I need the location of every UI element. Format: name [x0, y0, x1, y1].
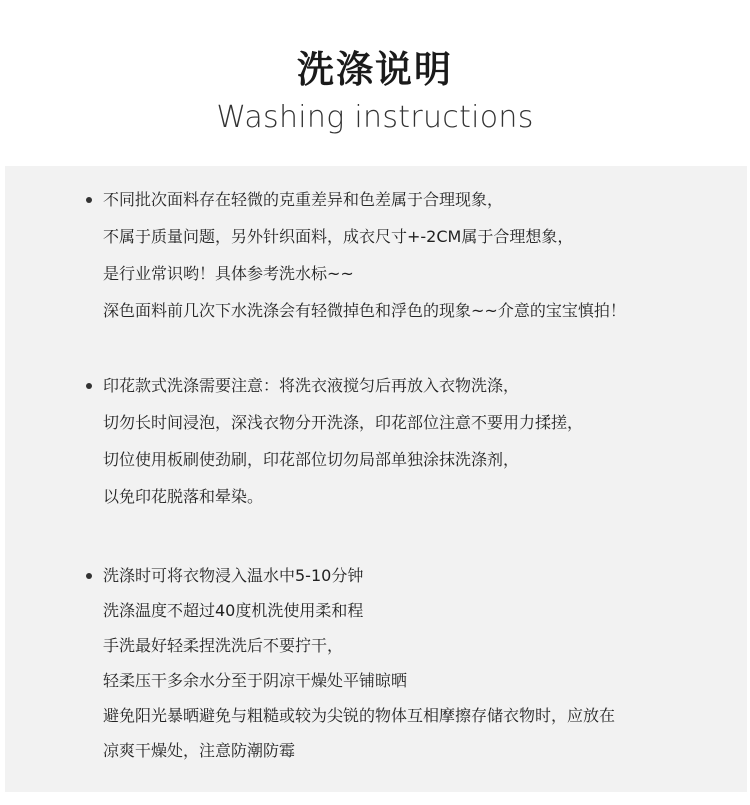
instruction-line: 深色面料前几次下水洗涤会有轻微掉色和浮色的现象~~介意的宝宝慎拍！ — [103, 301, 626, 320]
instructions-panel — [5, 166, 747, 792]
instruction-line: 凉爽干燥处，注意防潮防霉 — [103, 741, 296, 760]
bullet-icon — [86, 197, 92, 203]
page-header — [0, 0, 750, 166]
instruction-line: 洗涤时可将衣物浸入温水中5-10分钟 — [103, 566, 364, 585]
page-subtitle: Washing instructions — [216, 100, 534, 135]
instruction-line: 手洗最好轻柔捏洗洗后不要拧干， — [103, 636, 344, 655]
instruction-line: 避免阳光暴晒避免与粗糙或较为尖锐的物体互相摩擦存储衣物时，应放在 — [103, 706, 616, 725]
bullet-icon — [86, 383, 92, 389]
bullet-icon — [86, 573, 92, 579]
instruction-line: 切位使用板刷使劲刷，印花部位切勿局部单独涂抹洗涤剂， — [103, 450, 520, 469]
instruction-line: 以免印花脱落和晕染。 — [103, 487, 264, 506]
instruction-line: 是行业常识哟！具体参考洗水标~~ — [103, 264, 354, 283]
instruction-line: 印花款式洗涤需要注意：将洗衣液搅匀后再放入衣物洗涤， — [103, 376, 520, 395]
instruction-line: 不属于质量问题，另外针织面料，成衣尺寸+-2CM属于合理想象， — [103, 227, 574, 246]
page-title: 洗涤说明 — [297, 48, 453, 91]
instruction-line: 轻柔压干多余水分至于阴凉干燥处平铺晾晒 — [103, 671, 408, 690]
instruction-line: 不同批次面料存在轻微的克重差异和色差属于合理现象， — [103, 190, 504, 209]
instruction-line: 洗涤温度不超过40度机洗使用柔和程 — [103, 601, 364, 620]
instruction-line: 切勿长时间浸泡，深浅衣物分开洗涤，印花部位注意不要用力揉搓， — [103, 413, 584, 432]
